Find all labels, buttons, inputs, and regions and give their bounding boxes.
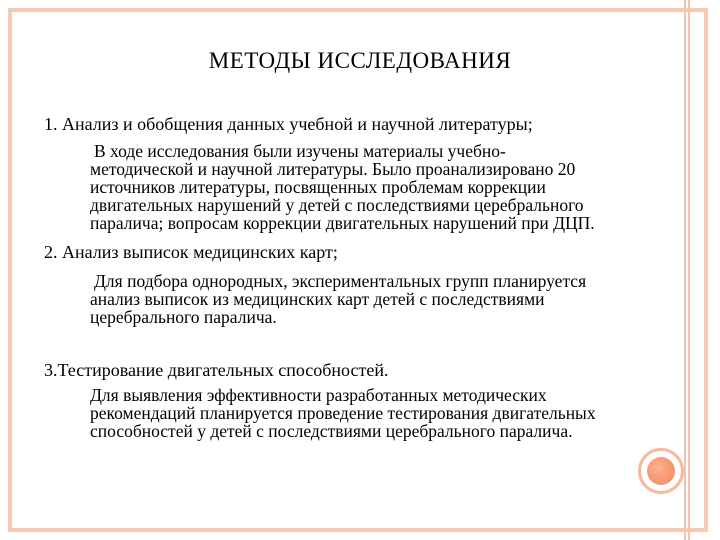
text-line: паралича; вопросам коррекции двигательных нарушений при ДЦП. (90, 213, 595, 233)
slide-title: МЕТОДЫ ИССЛЕДОВАНИЯ (208, 48, 512, 73)
item-3-heading: 3.Тестирование двигательных способностей. (44, 360, 389, 380)
text-line: двигательных нарушений у детей с последствиями церебрального (90, 195, 584, 215)
text-line: анализ выписок из медицинских карт детей с последствиями (90, 289, 545, 309)
text-line: способностей у детей с последствиями церебрального паралича. (90, 421, 573, 441)
slide-frame (8, 8, 708, 532)
item-1-text (90, 142, 680, 232)
text-line: рекомендаций планируется проведение тестирования двигательных (90, 403, 596, 423)
text-line: источников литературы, посвященных проблемам коррекции (90, 177, 546, 197)
text-line: В ходе исследования были изучены материалы учебно- (94, 141, 506, 161)
text-line: Для выявления эффективности разработанных методических (90, 385, 547, 405)
decorative-circle (638, 448, 684, 494)
text-line: Для подбора однородных, экспериментальных групп планируется (94, 271, 587, 291)
text-line: методической и научной литературы. Было проанализировано 20 (90, 159, 576, 179)
text-line: церебрального паралича. (90, 307, 277, 327)
item-3-text (90, 386, 680, 440)
decorative-line (684, 0, 686, 540)
item-2-text (90, 272, 680, 326)
item-1-heading: 1. Анализ и обобщения данных учебной и научной литературы; (44, 114, 533, 134)
item-2-heading: 2. Анализ выписок медицинских карт; (44, 242, 338, 262)
decorative-line (688, 0, 690, 540)
